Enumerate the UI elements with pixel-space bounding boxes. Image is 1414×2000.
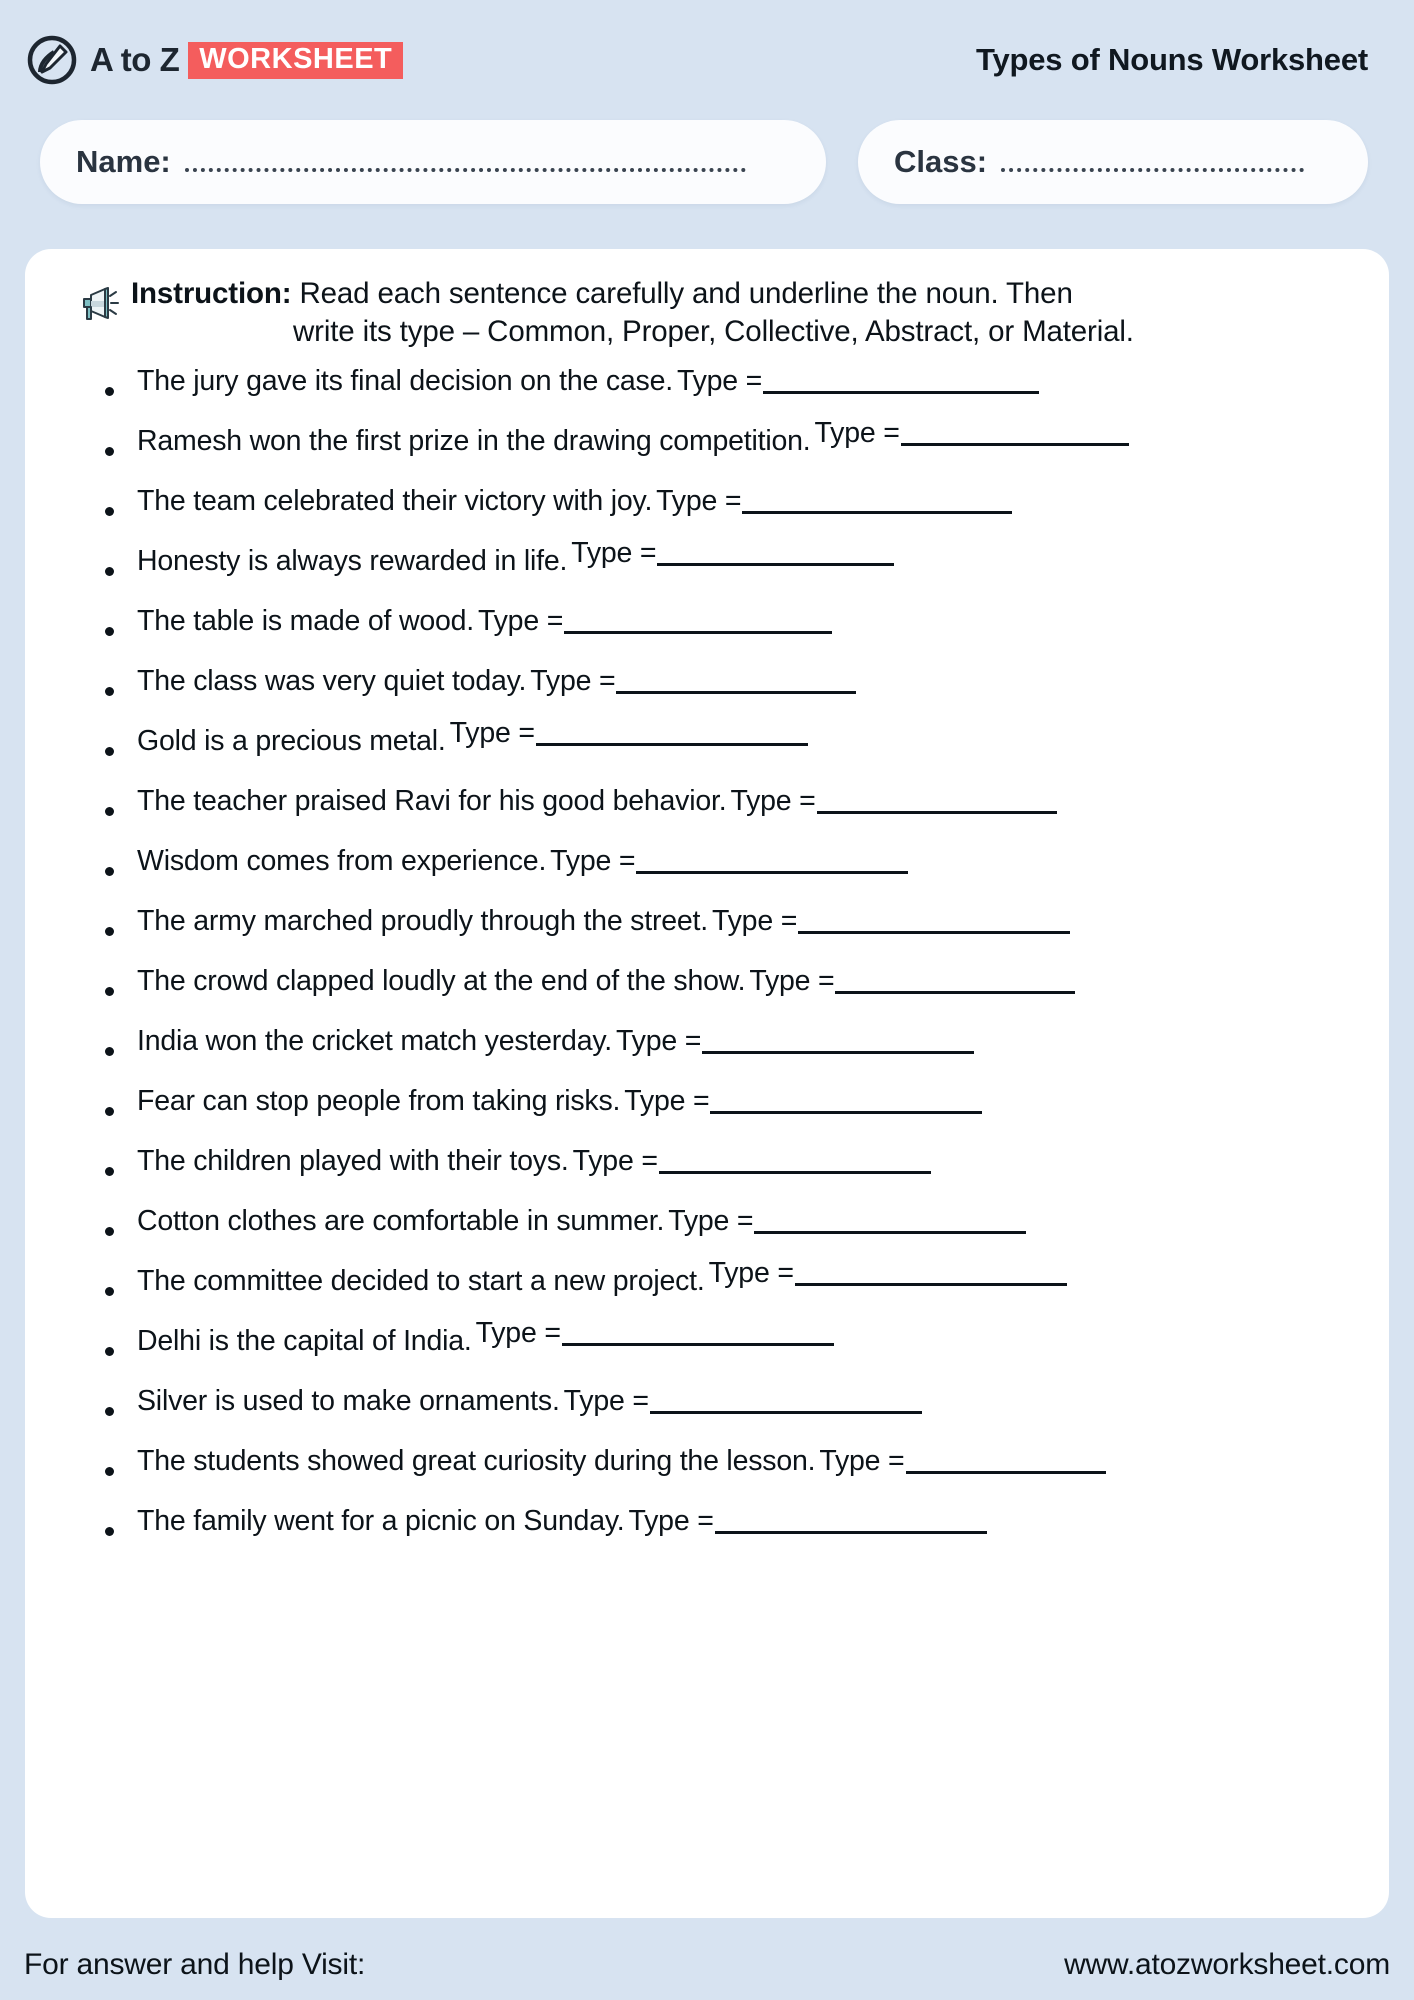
question-item <box>103 416 1355 485</box>
type-label: Type = <box>656 484 742 517</box>
question-type-answer <box>546 845 908 878</box>
type-label: Type = <box>819 1444 905 1477</box>
question-type-answer <box>673 365 1039 398</box>
question-type-answer <box>567 537 894 570</box>
question-sentence: Silver is used to make ornaments. <box>137 1384 560 1417</box>
brand-logo <box>26 34 403 86</box>
question-sentence: India won the cricket match yesterday. <box>137 1024 613 1057</box>
type-label: Type = <box>475 1316 561 1349</box>
question-type-answer <box>664 1205 1026 1238</box>
brand-wordmark <box>90 41 403 79</box>
instruction-line-2: write its type – Common, Proper, Collective, Abstract, or Material. <box>293 314 1134 348</box>
answer-blank[interactable] <box>636 852 908 874</box>
answer-blank[interactable] <box>817 792 1057 814</box>
answer-blank[interactable] <box>657 544 894 566</box>
question-sentence: Fear can stop people from taking risks. <box>137 1084 621 1117</box>
type-label: Type = <box>616 1024 702 1057</box>
instruction-line-1: Read each sentence carefully and underline the noun. Then <box>299 277 1073 310</box>
answer-blank[interactable] <box>715 1512 987 1534</box>
type-label: Type = <box>668 1204 754 1237</box>
question-type-answer <box>472 1317 834 1350</box>
answer-blank[interactable] <box>754 1212 1026 1234</box>
question-type-answer <box>745 965 1075 998</box>
question-item <box>103 1316 1355 1385</box>
name-label: Name: <box>76 144 171 179</box>
type-label: Type = <box>711 904 798 937</box>
answer-blank[interactable] <box>536 724 808 746</box>
question-item <box>103 605 1355 665</box>
question-item <box>103 536 1355 605</box>
question-item <box>103 785 1355 845</box>
question-sentence: The team celebrated their victory with joy. <box>137 484 653 517</box>
type-label: Type = <box>730 784 816 817</box>
megaphone-icon <box>77 281 121 325</box>
answer-blank[interactable] <box>763 372 1039 394</box>
type-label: Type = <box>624 1084 710 1117</box>
type-label: Type = <box>449 716 535 749</box>
question-sentence: The committee decided to start a new project. <box>137 1264 705 1297</box>
page-title: Types of Nouns Worksheet <box>976 42 1368 77</box>
brand-name-worksheet: WORKSHEET <box>188 42 403 79</box>
instruction-block <box>59 275 1355 351</box>
answer-blank[interactable] <box>798 912 1070 934</box>
class-label: Class: <box>894 144 988 179</box>
question-type-answer <box>612 1025 974 1058</box>
answer-blank[interactable] <box>702 1032 974 1054</box>
question-type-answer <box>474 605 832 638</box>
answer-blank[interactable] <box>835 972 1075 994</box>
type-label: Type = <box>550 844 636 877</box>
type-label: Type = <box>628 1504 714 1537</box>
answer-blank[interactable] <box>659 1152 931 1174</box>
type-label: Type = <box>572 1144 658 1177</box>
question-sentence: The table is made of wood. <box>137 604 474 637</box>
question-sentence: The jury gave its final decision on the case. <box>137 364 673 397</box>
answer-blank[interactable] <box>710 1092 982 1114</box>
type-label: Type = <box>530 664 616 697</box>
type-label: Type = <box>814 416 900 449</box>
type-label: Type = <box>571 536 657 569</box>
question-item <box>103 1505 1355 1565</box>
answer-blank[interactable] <box>742 492 1012 514</box>
question-sentence: The students showed great curiosity during the lesson. <box>137 1444 816 1477</box>
question-type-answer <box>811 417 1129 450</box>
name-input-line[interactable] <box>185 168 746 172</box>
question-item <box>103 1085 1355 1145</box>
answer-blank[interactable] <box>562 1324 834 1346</box>
worksheet-body-card <box>25 249 1389 1918</box>
question-item <box>103 845 1355 905</box>
question-sentence: Cotton clothes are comfortable in summer. <box>137 1204 665 1237</box>
class-field-card[interactable] <box>858 120 1368 204</box>
answer-blank[interactable] <box>616 672 856 694</box>
question-type-answer <box>620 1085 982 1118</box>
footer-help-text: For answer and help Visit: <box>24 1948 366 1981</box>
page-header <box>0 0 1414 120</box>
question-item <box>103 485 1355 545</box>
question-sentence: Honesty is always rewarded in life. <box>137 544 568 577</box>
question-item <box>103 716 1355 785</box>
question-item <box>103 965 1355 1025</box>
pen-in-circle-icon <box>26 34 78 86</box>
question-item <box>103 665 1355 725</box>
type-label: Type = <box>708 1256 794 1289</box>
type-label: Type = <box>749 964 835 997</box>
answer-blank[interactable] <box>564 612 832 634</box>
question-type-answer <box>708 905 1070 938</box>
question-type-answer <box>625 1505 987 1538</box>
instruction-text <box>131 275 1134 351</box>
question-sentence: The crowd clapped loudly at the end of the show. <box>137 964 746 997</box>
type-label: Type = <box>563 1384 649 1417</box>
question-item <box>103 1445 1355 1505</box>
question-item <box>103 1256 1355 1325</box>
question-item <box>103 1025 1355 1085</box>
question-type-answer <box>652 485 1012 518</box>
question-item <box>103 905 1355 965</box>
question-sentence: Delhi is the capital of India. <box>137 1324 472 1357</box>
question-type-answer <box>569 1145 931 1178</box>
instruction-label: Instruction: <box>131 277 292 310</box>
answer-blank[interactable] <box>795 1264 1067 1286</box>
question-item <box>103 1385 1355 1445</box>
question-sentence: The army marched proudly through the street. <box>137 904 708 937</box>
question-sentence: The children played with their toys. <box>137 1144 569 1177</box>
question-type-answer <box>815 1445 1105 1478</box>
answer-blank[interactable] <box>901 424 1129 446</box>
question-sentence: The family went for a picnic on Sunday. <box>137 1504 625 1537</box>
student-info-row <box>0 120 1414 204</box>
answer-blank[interactable] <box>650 1392 922 1414</box>
question-item <box>103 1145 1355 1205</box>
class-input-line[interactable] <box>1001 168 1304 172</box>
question-sentence: Wisdom comes from experience. <box>137 844 547 877</box>
page-footer <box>0 1930 1414 2000</box>
question-sentence: The class was very quiet today. <box>137 664 527 697</box>
brand-name-atoz: A to Z <box>90 41 180 78</box>
question-type-answer <box>560 1385 922 1418</box>
question-sentence: Ramesh won the first prize in the drawing competition. <box>137 424 811 457</box>
question-sentence: Gold is a precious metal. <box>137 724 446 757</box>
type-label: Type = <box>676 364 763 397</box>
question-item <box>103 365 1355 425</box>
answer-blank[interactable] <box>906 1452 1106 1474</box>
question-type-answer <box>526 665 856 698</box>
type-label: Type = <box>478 604 564 637</box>
name-field-card[interactable] <box>40 120 826 204</box>
question-list <box>59 365 1355 1565</box>
question-type-answer <box>705 1257 1067 1290</box>
footer-website-url[interactable]: www.atozworksheet.com <box>1064 1948 1390 1981</box>
question-type-answer <box>446 717 808 750</box>
question-item <box>103 1205 1355 1265</box>
question-type-answer <box>726 785 1056 818</box>
question-sentence: The teacher praised Ravi for his good behavior. <box>137 784 727 817</box>
